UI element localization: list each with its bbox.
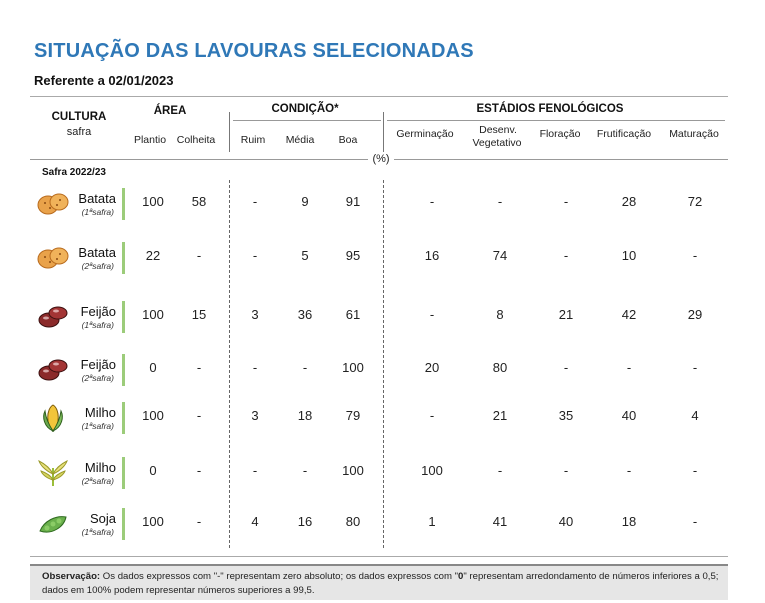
table-cell: - xyxy=(692,248,698,263)
header-floracao: Floração xyxy=(539,128,581,140)
row-marker xyxy=(122,402,125,434)
crop-name: Soja xyxy=(89,511,116,526)
header-separator-2 xyxy=(383,112,384,152)
estadios-rule xyxy=(387,120,725,121)
observation-text xyxy=(42,570,722,598)
crop-name: Feijão xyxy=(80,357,116,372)
row-marker xyxy=(122,188,125,220)
table-cell: 20 xyxy=(424,360,440,375)
table-cell: - xyxy=(196,248,202,263)
table-cell: 100 xyxy=(342,463,364,478)
table-cell: 29 xyxy=(687,307,703,322)
crop-safra: (1ªsafra) xyxy=(81,527,114,537)
table-cell: 18 xyxy=(297,408,313,423)
observation-text-2: " representam arredondamento de números inferiores a 0,5; dados em 100% podem representar números superiores a 99,5. xyxy=(42,571,719,596)
table-cell: 100 xyxy=(421,463,443,478)
table-cell: - xyxy=(252,360,258,375)
row-marker xyxy=(122,354,125,386)
table-cell: 100 xyxy=(142,514,164,529)
crop-safra: (2ªsafra) xyxy=(81,261,114,271)
observation-zero: 0 xyxy=(458,571,464,582)
table-cell: 80 xyxy=(345,514,361,529)
table-cell: 9 xyxy=(301,194,309,209)
table-cell: - xyxy=(302,360,308,375)
header-desenv: Desenv. xyxy=(479,124,517,136)
crop-name: Milho xyxy=(84,460,116,475)
header-frutificacao: Frutificação xyxy=(596,128,652,140)
table-cell: 74 xyxy=(492,248,508,263)
header-cultura: CULTURA xyxy=(51,111,107,123)
table-cell: 40 xyxy=(621,408,637,423)
table-cell: 4 xyxy=(251,514,259,529)
table-cell: - xyxy=(563,194,569,209)
table-cell: 3 xyxy=(251,408,259,423)
table-cell: 21 xyxy=(558,307,574,322)
safra-label: Safra 2022/23 xyxy=(42,167,106,178)
table-cell: - xyxy=(196,463,202,478)
header-boa: Boa xyxy=(338,134,358,146)
table-cell: 0 xyxy=(149,360,157,375)
header-vegetativo: Vegetativo xyxy=(472,137,522,149)
body-separator-2 xyxy=(383,180,384,548)
table-cell: - xyxy=(497,194,503,209)
table-cell: 21 xyxy=(492,408,508,423)
table-bottom-rule xyxy=(30,556,728,557)
table-cell: - xyxy=(497,463,503,478)
table-cell: 4 xyxy=(691,408,699,423)
crop-name: Milho xyxy=(84,405,116,420)
body-separator-1 xyxy=(229,180,230,548)
header-plantio: Plantio xyxy=(133,134,167,146)
table-cell: 0 xyxy=(149,463,157,478)
row-marker xyxy=(122,242,125,274)
header-media: Média xyxy=(285,134,315,146)
table-cell: 18 xyxy=(621,514,637,529)
table-cell: 79 xyxy=(345,408,361,423)
table-cell: - xyxy=(302,463,308,478)
table-cell: - xyxy=(196,514,202,529)
condicao-rule xyxy=(233,120,381,121)
table-cell: - xyxy=(196,360,202,375)
table-cell: 100 xyxy=(342,360,364,375)
table-cell: 61 xyxy=(345,307,361,322)
table-cell: 41 xyxy=(492,514,508,529)
row-marker xyxy=(122,301,125,333)
table-cell: 3 xyxy=(251,307,259,322)
table-cell: 100 xyxy=(142,408,164,423)
unit-label: (%) xyxy=(372,153,390,165)
table-cell: - xyxy=(252,194,258,209)
table-cell: - xyxy=(692,360,698,375)
table-cell: 15 xyxy=(191,307,207,322)
crop-name: Batata xyxy=(78,191,116,206)
table-cell: 16 xyxy=(297,514,313,529)
crop-name: Batata xyxy=(78,245,116,260)
header-ruim: Ruim xyxy=(240,134,266,146)
table-cell: 58 xyxy=(191,194,207,209)
table-cell: 100 xyxy=(142,194,164,209)
row-marker xyxy=(122,508,125,540)
table-cell: - xyxy=(429,408,435,423)
table-cell: - xyxy=(252,248,258,263)
table-cell: - xyxy=(429,194,435,209)
table-cell: 91 xyxy=(345,194,361,209)
table-cell: 95 xyxy=(345,248,361,263)
observation-box xyxy=(30,564,728,600)
crop-safra: (1ªsafra) xyxy=(81,320,114,330)
table-cell: - xyxy=(626,463,632,478)
table-cell: 80 xyxy=(492,360,508,375)
table-cell: 28 xyxy=(621,194,637,209)
table-cell: - xyxy=(692,514,698,529)
page-title: SITUAÇÃO DAS LAVOURAS SELECIONADAS xyxy=(34,40,474,62)
header-colheita: Colheita xyxy=(176,134,216,146)
header-maturacao: Maturação xyxy=(669,128,719,140)
header-top-rule xyxy=(30,96,728,97)
crop-safra: (1ªsafra) xyxy=(81,207,114,217)
table-cell: 22 xyxy=(145,248,161,263)
table-cell: 5 xyxy=(301,248,309,263)
table-cell: 36 xyxy=(297,307,313,322)
table-cell: - xyxy=(252,463,258,478)
row-marker xyxy=(122,457,125,489)
table-cell: 10 xyxy=(621,248,637,263)
table-cell: - xyxy=(563,463,569,478)
table-cell: - xyxy=(626,360,632,375)
header-condicao: CONDIÇÃO* xyxy=(271,103,339,115)
table-cell: - xyxy=(429,307,435,322)
crop-safra: (1ªsafra) xyxy=(81,421,114,431)
table-cell: 8 xyxy=(496,307,504,322)
unit-rule-right xyxy=(394,159,728,160)
table-cell: - xyxy=(563,360,569,375)
unit-rule-left xyxy=(30,159,368,160)
table-cell: 1 xyxy=(428,514,436,529)
table-cell: 35 xyxy=(558,408,574,423)
header-area: ÁREA xyxy=(153,105,187,117)
table-cell: - xyxy=(196,408,202,423)
header-estadios: ESTÁDIOS FENOLÓGICOS xyxy=(476,103,624,115)
crop-safra: (2ªsafra) xyxy=(81,476,114,486)
table-cell: - xyxy=(563,248,569,263)
table-cell: 16 xyxy=(424,248,440,263)
table-cell: 42 xyxy=(621,307,637,322)
header-separator-1 xyxy=(229,112,230,152)
header-safra: safra xyxy=(66,126,92,138)
observation-text-1: Os dados expressos com "-" representam zero absoluto; os dados expressos com " xyxy=(100,571,459,582)
crop-name: Feijão xyxy=(80,304,116,319)
crop-safra: (2ªsafra) xyxy=(81,373,114,383)
table-cell: - xyxy=(692,463,698,478)
reference-date: Referente a 02/01/2023 xyxy=(34,73,174,88)
table-cell: 100 xyxy=(142,307,164,322)
header-germinacao: Germinação xyxy=(396,128,454,140)
table-cell: 72 xyxy=(687,194,703,209)
table-cell: 40 xyxy=(558,514,574,529)
observation-label: Observação: xyxy=(42,571,101,582)
